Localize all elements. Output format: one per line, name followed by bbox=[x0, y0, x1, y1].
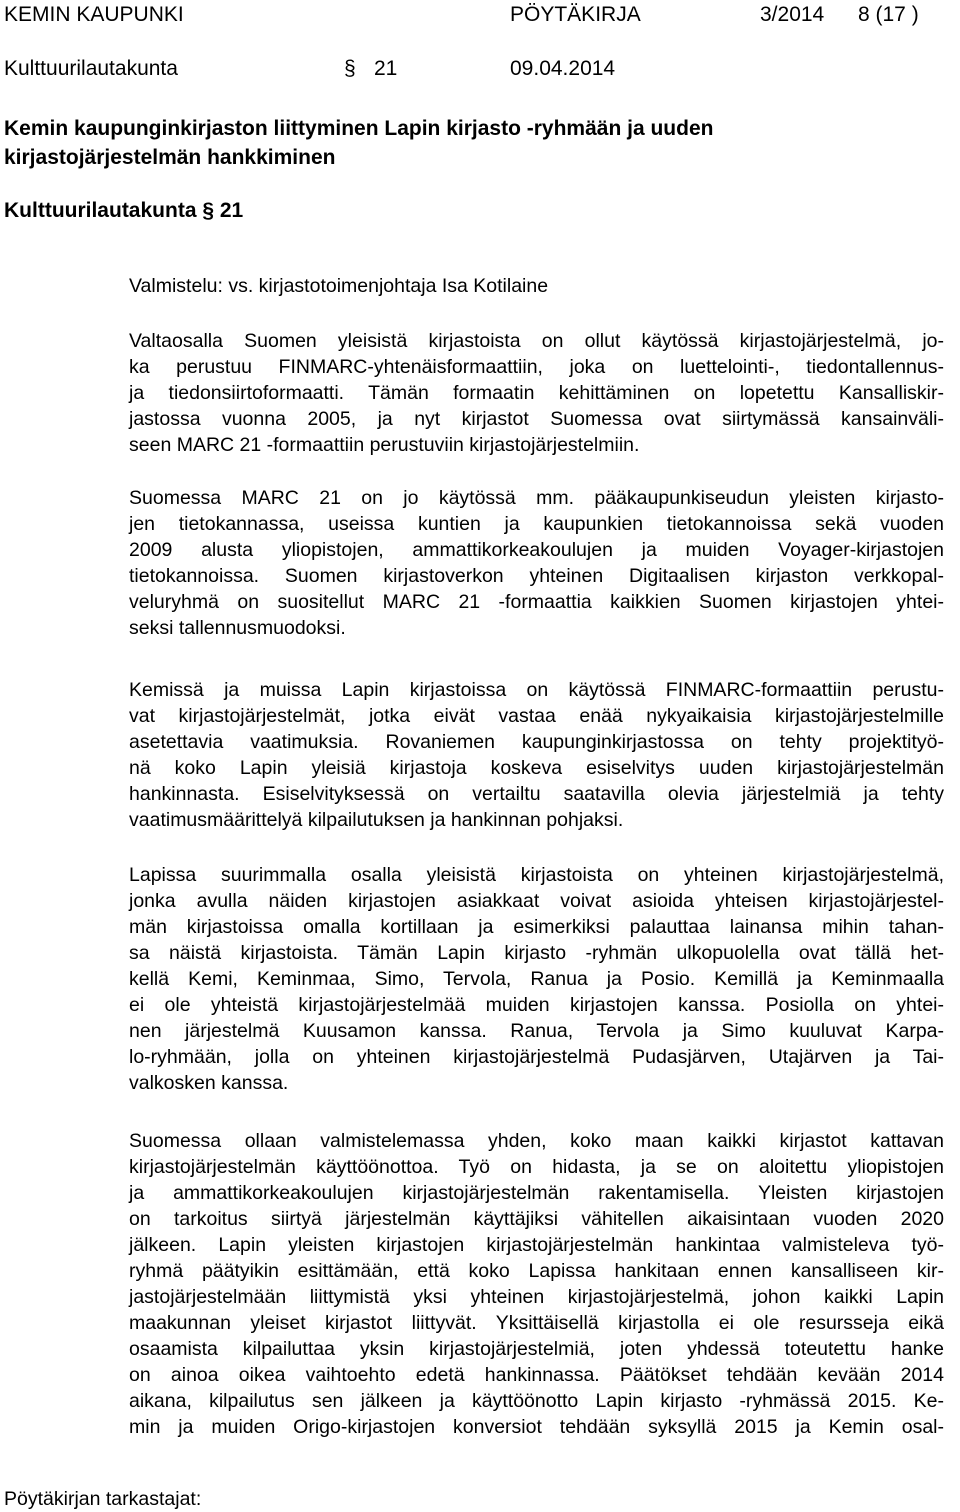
section-number: 21 bbox=[374, 57, 398, 80]
paragraph-line: sa näistä kirjastoista. Tämän Lapin kirjasto -ryhmän ulkopuolella ovat tällä het- bbox=[129, 942, 944, 964]
paragraph-line: nen järjestelmä Kuusamon kanssa. Ranua, Tervola ja Simo kuuluvat Karpa- bbox=[129, 1020, 944, 1042]
paragraph-line: aikana, kilpailutus sen jälkeen ja käyttöönotto Lapin kirjasto -ryhmässä 2015. Ke- bbox=[129, 1390, 944, 1412]
paragraph-line: Suomessa MARC 21 on jo käytössä mm. pääkaupunkiseudun yleisten kirjasto- bbox=[129, 487, 944, 509]
page-number: 8 (17 ) bbox=[858, 3, 919, 26]
paragraph-line: kellä Kemi, Keminmaa, Simo, Tervola, Ranua ja Posio. Kemillä ja Keminmaalla bbox=[129, 968, 944, 990]
paragraph-line: seen MARC 21 -formaattiin perustuviin kirjastojärjestelmiin. bbox=[129, 434, 640, 456]
body-paragraph bbox=[129, 485, 944, 641]
minutes-verifiers-label: Pöytäkirjan tarkastajat: bbox=[4, 1488, 202, 1510]
paragraph-line: ka perustuu FINMARC-yhtenäisformaattiin, joka on luettelointi-, tiedontallennus- bbox=[129, 356, 944, 378]
title-line: Kemin kaupunginkirjaston liittyminen Lapin kirjasto -ryhmään ja uuden bbox=[4, 117, 714, 140]
paragraph-line: nä koko Lapin yleisiä kirjastoja koskeva esiselvitys uuden kirjastojärjestelmän bbox=[129, 757, 944, 779]
title-line: kirjastojärjestelmän hankkiminen bbox=[4, 146, 336, 169]
paragraph-line: ja tiedonsiirtoformaatti. Tämän formaatin kehittäminen on lopetettu Kansalliskir- bbox=[129, 382, 944, 404]
paragraph-line: Lapissa suurimmalla osalla yleisistä kirjastoista on yhteinen kirjastojärjestelmä, bbox=[129, 864, 944, 886]
paragraph-line: tietokannoissa. Suomen kirjastoverkon yhteinen Digitaalisen kirjaston verkkopal- bbox=[129, 565, 944, 587]
paragraph-line: ei ole yhteistä kirjastojärjestelmää muiden kirjastojen kanssa. Posiolla on yhtei- bbox=[129, 994, 944, 1016]
document-type: PÖYTÄKIRJA bbox=[510, 3, 641, 26]
committee-name: Kulttuurilautakunta bbox=[4, 57, 178, 80]
paragraph-line: jälkeen. Lapin yleisten kirjastojen kirjastojärjestelmän hankintaa valmisteleva työ- bbox=[129, 1234, 944, 1256]
paragraph-line: vaatimusmäärittelyä kilpailutuksen ja hankinnan pohjaksi. bbox=[129, 809, 624, 831]
paragraph-line: vat kirjastojärjestelmät, jotka eivät vastaa enää nykyaikaisia kirjastojärjestelmille bbox=[129, 705, 944, 727]
paragraph-line: jastojärjestelmään liittymistä yksi yhteinen kirjastojärjestelmä, johon kaikki Lapin bbox=[129, 1286, 944, 1308]
paragraph-line: jastossa vuonna 2005, ja nyt kirjastot Suomessa ovat siirtymässä kansainväli- bbox=[129, 408, 944, 430]
paragraph-line: hankinnasta. Esiselvityksessä on vertailtu saatavilla olevia järjestelmiä ja tehty bbox=[129, 783, 944, 805]
paragraph-line: jonka avulla näiden kirjastojen asiakkaat voivat asioida yhteisen kirjastojärjestel- bbox=[129, 890, 944, 912]
body-paragraph bbox=[129, 677, 944, 833]
paragraph-line: asetettavia vaatimuksia. Rovaniemen kaupunginkirjastossa on tehty projektityö- bbox=[129, 731, 944, 753]
paragraph-line: on ainoa oikea vaihtoehto edetä hankinnassa. Päätökset tehdään kevään 2014 bbox=[129, 1364, 944, 1386]
municipality-name: KEMIN KAUPUNKI bbox=[4, 3, 184, 26]
paragraph-line: valkosken kanssa. bbox=[129, 1072, 289, 1094]
section-heading: Kulttuurilautakunta § 21 bbox=[4, 199, 244, 222]
paragraph-line: lo-ryhmään, jolla on yhteinen kirjastojärjestelmä Pudasjärven, Utajärven ja Tai- bbox=[129, 1046, 944, 1068]
paragraph-line: ja ammattikorkeakoulujen kirjastojärjestelmän rakentamisella. Yleisten kirjastojen bbox=[129, 1182, 944, 1204]
paragraph-line: jen tietokannassa, useissa kuntien ja kaupunkien tietokannoissa sekä vuoden bbox=[129, 513, 944, 535]
preparation-line: Valmistelu: vs. kirjastotoimenjohtaja Isa Kotilaine bbox=[129, 275, 549, 297]
paragraph-line: 2009 alusta yliopistojen, ammattikorkeakoulujen ja muiden Voyager-kirjastojen bbox=[129, 539, 944, 561]
paragraph-line: Valtaosalla Suomen yleisistä kirjastoista on ollut käytössä kirjastojärjestelmä, jo- bbox=[129, 330, 944, 352]
meeting-date: 09.04.2014 bbox=[510, 57, 616, 80]
paragraph-line: on tarkoitus siirtyä järjestelmän käyttäjiksi vähitellen aikaisintaan vuoden 2020 bbox=[129, 1208, 944, 1230]
paragraph-line: seksi tallennusmuodoksi. bbox=[129, 617, 346, 639]
paragraph-line: Kemissä ja muissa Lapin kirjastoissa on käytössä FINMARC-formaattiin perustu- bbox=[129, 679, 944, 701]
paragraph-line: män kirjastoissa omalla kortillaan ja esimerkiksi palauttaa lainansa mihin tahan- bbox=[129, 916, 944, 938]
document-number: 3/2014 bbox=[760, 3, 825, 26]
body-paragraph bbox=[129, 1128, 944, 1440]
paragraph-line: min ja muiden Origo-kirjastojen konversiot tehdään syksyllä 2015 ja Kemin osal- bbox=[129, 1416, 944, 1438]
paragraph-line: veluryhmä on suositellut MARC 21 -formaattia kaikkien Suomen kirjastojen yhtei- bbox=[129, 591, 944, 613]
paragraph-line: Suomessa ollaan valmistelemassa yhden, koko maan kaikki kirjastot kattavan bbox=[129, 1130, 944, 1152]
paragraph-line: maakunnan yleiset kirjastot liittyvät. Yksittäisellä kirjastolla ei ole resursseja eikä bbox=[129, 1312, 944, 1334]
section-symbol: § bbox=[344, 57, 356, 80]
body-paragraph bbox=[129, 328, 944, 458]
body-paragraph bbox=[129, 862, 944, 1096]
paragraph-line: osaamista kilpailuttaa yksin kirjastojärjestelmiä, joten yhdessä toteutettu hanke bbox=[129, 1338, 944, 1360]
document-title bbox=[4, 114, 954, 172]
paragraph-line: kirjastojärjestelmän käyttöönottoa. Työ on hidasta, ja se on aloitettu yliopistojen bbox=[129, 1156, 944, 1178]
paragraph-line: ryhmä päätyikin esittämään, että koko Lapissa hankitaan ennen kansalliseen kir- bbox=[129, 1260, 944, 1282]
